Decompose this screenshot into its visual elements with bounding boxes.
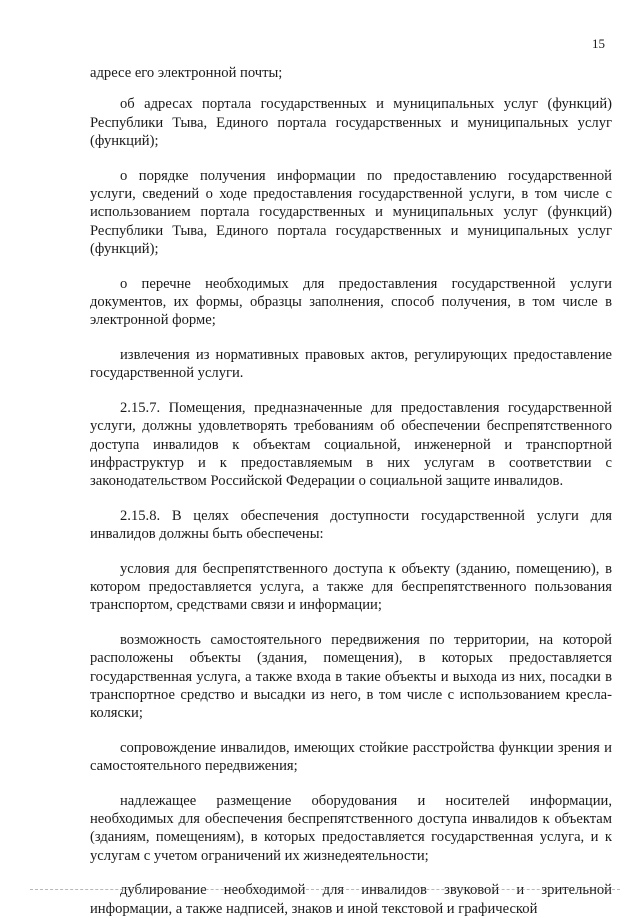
paragraph-10: сопровождение инвалидов, имеющих стойкие расстройства функции зрения и самостоятельного передвижения; xyxy=(90,739,612,775)
paragraph-5: извлечения из нормативных правовых актов, регулирующих предоставление государственной услуги. xyxy=(90,346,612,382)
paragraph-2: об адресах портала государственных и муниципальных услуг (функций) Республики Тыва, Единого портала государственных и муниципальных услуг (функций); xyxy=(90,96,612,150)
paragraph-9: возможность самостоятельного передвижения по территории, на которой расположены объекты (здания, помещения), в которых предоставляется государственная услуга, а также входа в такие объекты и выхода из них, посадки в транспортное средство и высадки из него, в том числе с использованием кресла-коляски; xyxy=(90,631,612,722)
paragraph-11: надлежащее размещение оборудования и носителей информации, необходимых для обеспечения беспрепятственного доступа инвалидов к объектам (зданиям, помещениям), в которых предоставляется государственная услуга, и к услугам с учетом ограничений их жизнедеятельности; xyxy=(90,792,612,864)
bottom-scan-edge xyxy=(30,889,620,890)
paragraph-7: 2.15.8. В целях обеспечения доступности государственной услуги для инвалидов должны быть обеспечены: xyxy=(90,507,612,543)
paragraph-6: 2.15.7. Помещения, предназначенные для предоставления государственной услуги, должны удовлетворять требованиям об обеспечении беспрепятственного доступа инвалидов к объектам социальной, инженерной и транспортной инфраструктур и к предоставляемым в них услугам в соответствии с законодательством Российской Федерации о социальной защите инвалидов. xyxy=(90,399,612,490)
paragraph-3: о порядке получения информации по предоставлению государственной услуги, сведений о ходе предоставления государственной услуги, в том числе с использованием портала государственных и муниципальных услуг (функций) Республики Тыва, Единого портала государственных и муниципальных услуг (функций); xyxy=(90,167,612,258)
document-body xyxy=(90,64,612,918)
paragraph-1: адресе его электронной почты; xyxy=(90,65,283,81)
paragraph-4: о перечне необходимых для предоставления государственной услуги документов, их формы, образцы заполнения, способ получения, в том числе в электронной форме; xyxy=(90,275,612,329)
paragraph-8: условия для беспрепятственного доступа к объекту (зданию, помещению), в котором предоставляется услуга, а также для беспрепятственного пользования транспортом, средствами связи и информации; xyxy=(90,560,612,614)
paragraph-12: дублирование необходимой для инвалидов звуковой и зрительной информации, а также надписей, знаков и иной текстовой и графической xyxy=(90,882,612,917)
page-number: 15 xyxy=(592,36,605,51)
